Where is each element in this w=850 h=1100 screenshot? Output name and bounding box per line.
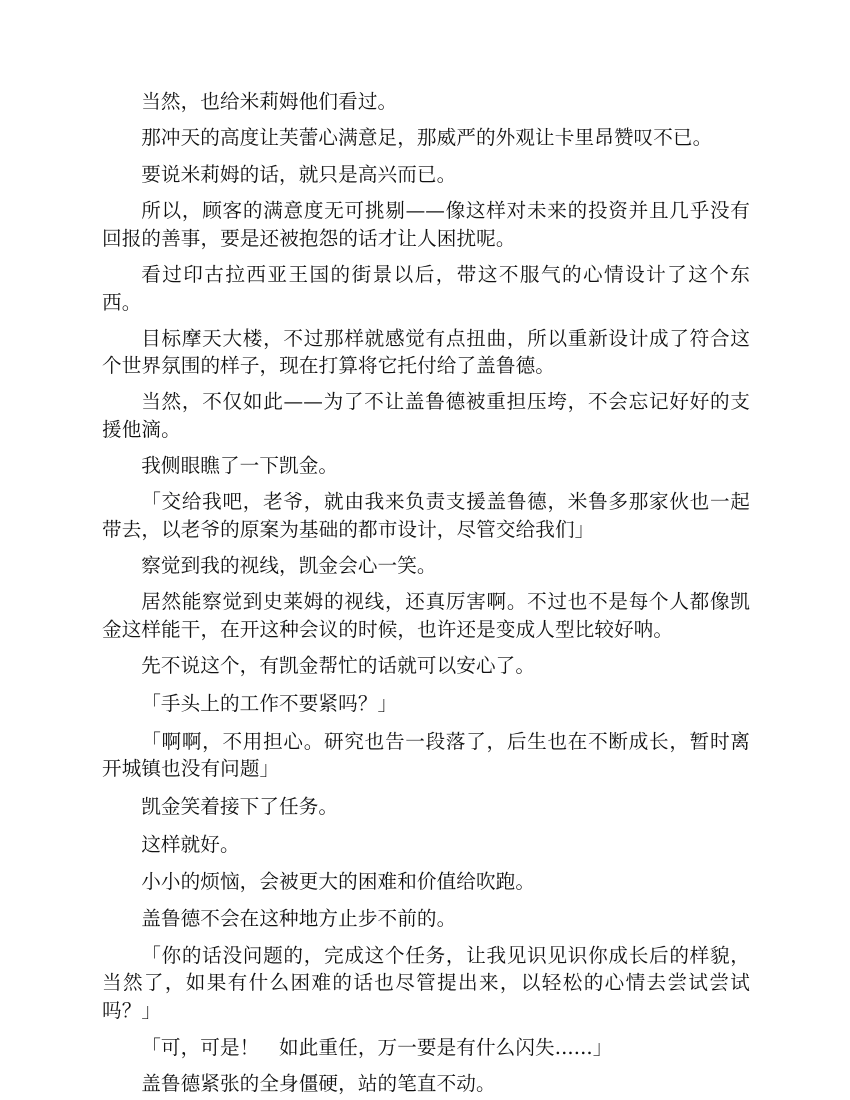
- dialogue-paragraph: 「手头上的工作不要紧吗？」: [141, 691, 398, 715]
- paragraph: 盖鲁德不会在这种地方止步不前的。: [141, 906, 457, 930]
- paragraph: 这样就好。: [141, 832, 240, 856]
- paragraph: 小小的烦恼，会被更大的困难和价值给吹跑。: [141, 869, 536, 893]
- paragraph: 当然，不仅如此——为了不让盖鲁德被重担压垮，不会忘记好好的支援他滴。: [102, 390, 750, 441]
- paragraph: 凯金笑着接下了任务。: [141, 795, 339, 819]
- paragraph: 当然，也给米莉姆他们看过。: [141, 90, 398, 113]
- paragraph: 盖鲁德紧张的全身僵硬，站的笔直不动。: [141, 1072, 496, 1096]
- paragraph: 察觉到我的视线，凯金会心一笑。: [141, 553, 437, 577]
- dialogue-paragraph: 「啊啊，不用担心。研究也告一段落了，后生也在不断成长，暂时离开城镇也没有问题」: [102, 729, 750, 781]
- paragraph: 要说米莉姆的话，就只是高兴而已。: [141, 163, 457, 187]
- dialogue-paragraph: 「你的话没问题的，完成这个任务，让我见识见识你成长后的样貌，当然了，如果有什么困难的话也尽管提出来，以轻松的心情去尝试尝试吗？」: [102, 943, 750, 1023]
- paragraph: 目标摩天大楼，不过那样就感觉有点扭曲，所以重新设计成了符合这个世界氛围的样子，现在打算将它托付给了盖鲁德。: [102, 326, 750, 378]
- paragraph: 所以，顾客的满意度无可挑剔——像这样对未来的投资并且几乎没有回报的善事，要是还被抱怨的话才让人困扰呢。: [102, 199, 750, 250]
- paragraph: 我侧眼瞧了一下凯金。: [141, 454, 339, 478]
- dialogue-paragraph: 「交给我吧，老爷，就由我来负责支援盖鲁德，米鲁多那家伙也一起带去，以老爷的原案为基础的都市设计，尽管交给我们」: [102, 490, 750, 541]
- dialogue-paragraph: 「可，可是！ 如此重任，万一要是有什么闪失......」: [141, 1036, 613, 1060]
- paragraph: 那冲天的高度让芙蕾心满意足，那威严的外观让卡里昂赞叹不已。: [141, 126, 713, 150]
- paragraph: 先不说这个，有凯金帮忙的话就可以安心了。: [141, 653, 536, 677]
- paragraph: 居然能察觉到史莱姆的视线，还真厉害啊。不过也不是每个人都像凯金这样能干，在开这种会议的时候，也许还是变成人型比较好呐。: [102, 589, 750, 641]
- paragraph: 看过印古拉西亚王国的街景以后，带这不服气的心情设计了这个东西。: [102, 262, 750, 314]
- document-text-column: [102, 88, 750, 1098]
